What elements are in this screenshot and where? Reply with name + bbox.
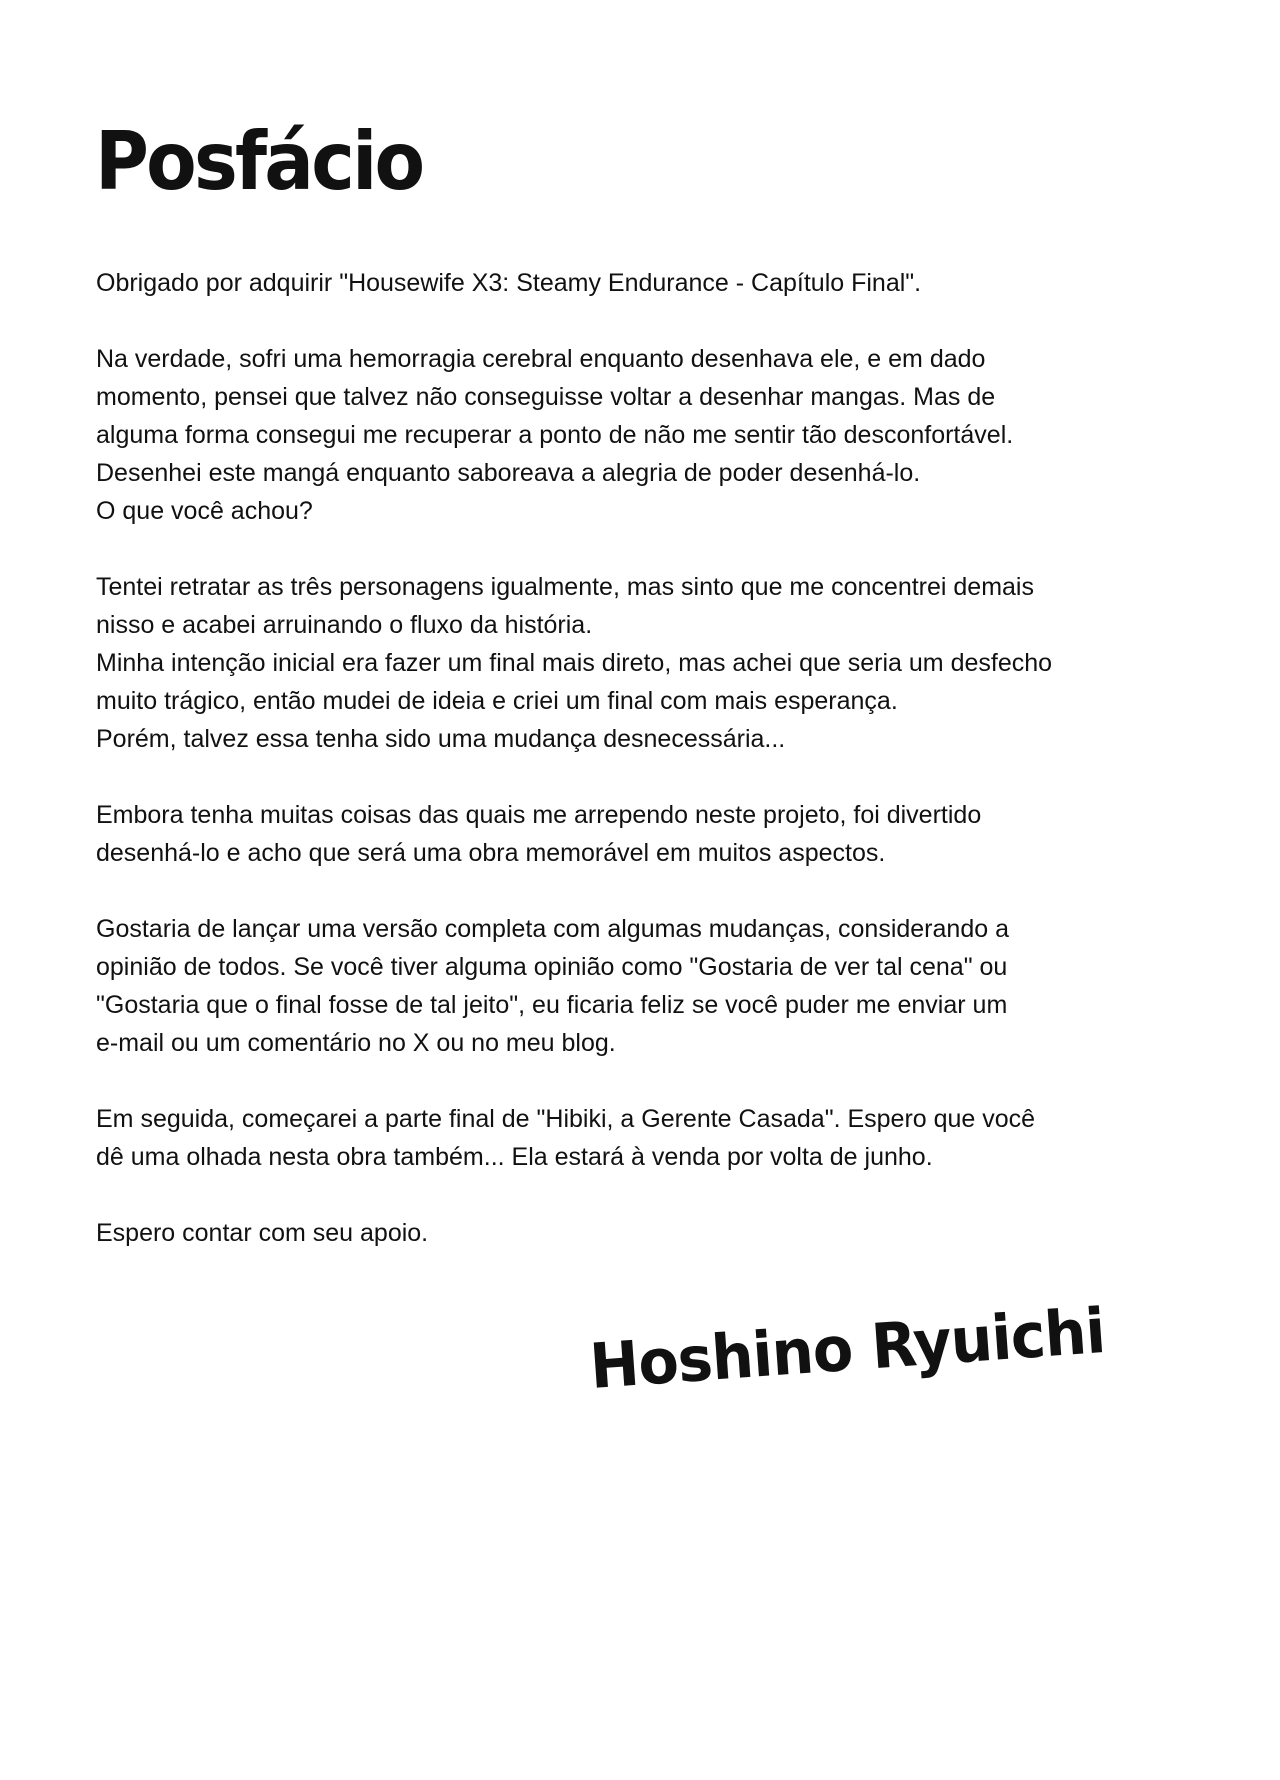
text-line: Em seguida, começarei a parte final de "Hibiki, a Gerente Casada". Espero que você bbox=[96, 1105, 1036, 1133]
paragraph bbox=[96, 1214, 1216, 1252]
text-line: Porém, talvez essa tenha sido uma mudança desnecessária... bbox=[96, 725, 786, 753]
text-line: Obrigado por adquirir "Housewife X3: Steamy Endurance - Capítulo Final". bbox=[96, 269, 922, 297]
paragraph bbox=[96, 264, 1216, 302]
text-line: nisso e acabei arruinando o fluxo da história. bbox=[96, 611, 593, 639]
author-signature: Hoshino Ryuichi bbox=[587, 1294, 1108, 1403]
text-line: dê uma olhada nesta obra também... Ela estará à venda por volta de junho. bbox=[96, 1143, 933, 1171]
text-line: Desenhei este mangá enquanto saboreava a alegria de poder desenhá-lo. bbox=[96, 459, 921, 487]
paragraph bbox=[96, 1100, 1216, 1176]
paragraph bbox=[96, 796, 1216, 872]
text-line: O que você achou? bbox=[96, 497, 313, 525]
text-line: Tentei retratar as três personagens igualmente, mas sinto que me concentrei demais bbox=[96, 573, 1034, 601]
text-line: Embora tenha muitas coisas das quais me arrependo neste projeto, foi divertido bbox=[96, 801, 982, 829]
afterword-body bbox=[96, 264, 1216, 1290]
text-line: muito trágico, então mudei de ideia e criei um final com mais esperança. bbox=[96, 687, 898, 715]
paragraph bbox=[96, 910, 1216, 1062]
text-line: opinião de todos. Se você tiver alguma opinião como "Gostaria de ver tal cena" ou bbox=[96, 953, 1008, 981]
text-line: Espero contar com seu apoio. bbox=[96, 1219, 429, 1247]
text-line: Na verdade, sofri uma hemorragia cerebral enquanto desenhava ele, e em dado bbox=[96, 345, 986, 373]
text-line: alguma forma consegui me recuperar a ponto de não me sentir tão desconfortável. bbox=[96, 421, 1014, 449]
text-line: "Gostaria que o final fosse de tal jeito", eu ficaria feliz se você puder me enviar um bbox=[96, 991, 1008, 1019]
text-line: e-mail ou um comentário no X ou no meu blog. bbox=[96, 1029, 616, 1057]
text-line: Minha intenção inicial era fazer um final mais direto, mas achei que seria um desfecho bbox=[96, 649, 1053, 677]
page-title: Posfácio bbox=[95, 115, 423, 208]
paragraph bbox=[96, 568, 1216, 758]
text-line: momento, pensei que talvez não conseguisse voltar a desenhar mangas. Mas de bbox=[96, 383, 996, 411]
paragraph bbox=[96, 340, 1216, 530]
text-line: desenhá-lo e acho que será uma obra memorável em muitos aspectos. bbox=[96, 839, 886, 867]
text-line: Gostaria de lançar uma versão completa com algumas mudanças, considerando a bbox=[96, 915, 1009, 943]
